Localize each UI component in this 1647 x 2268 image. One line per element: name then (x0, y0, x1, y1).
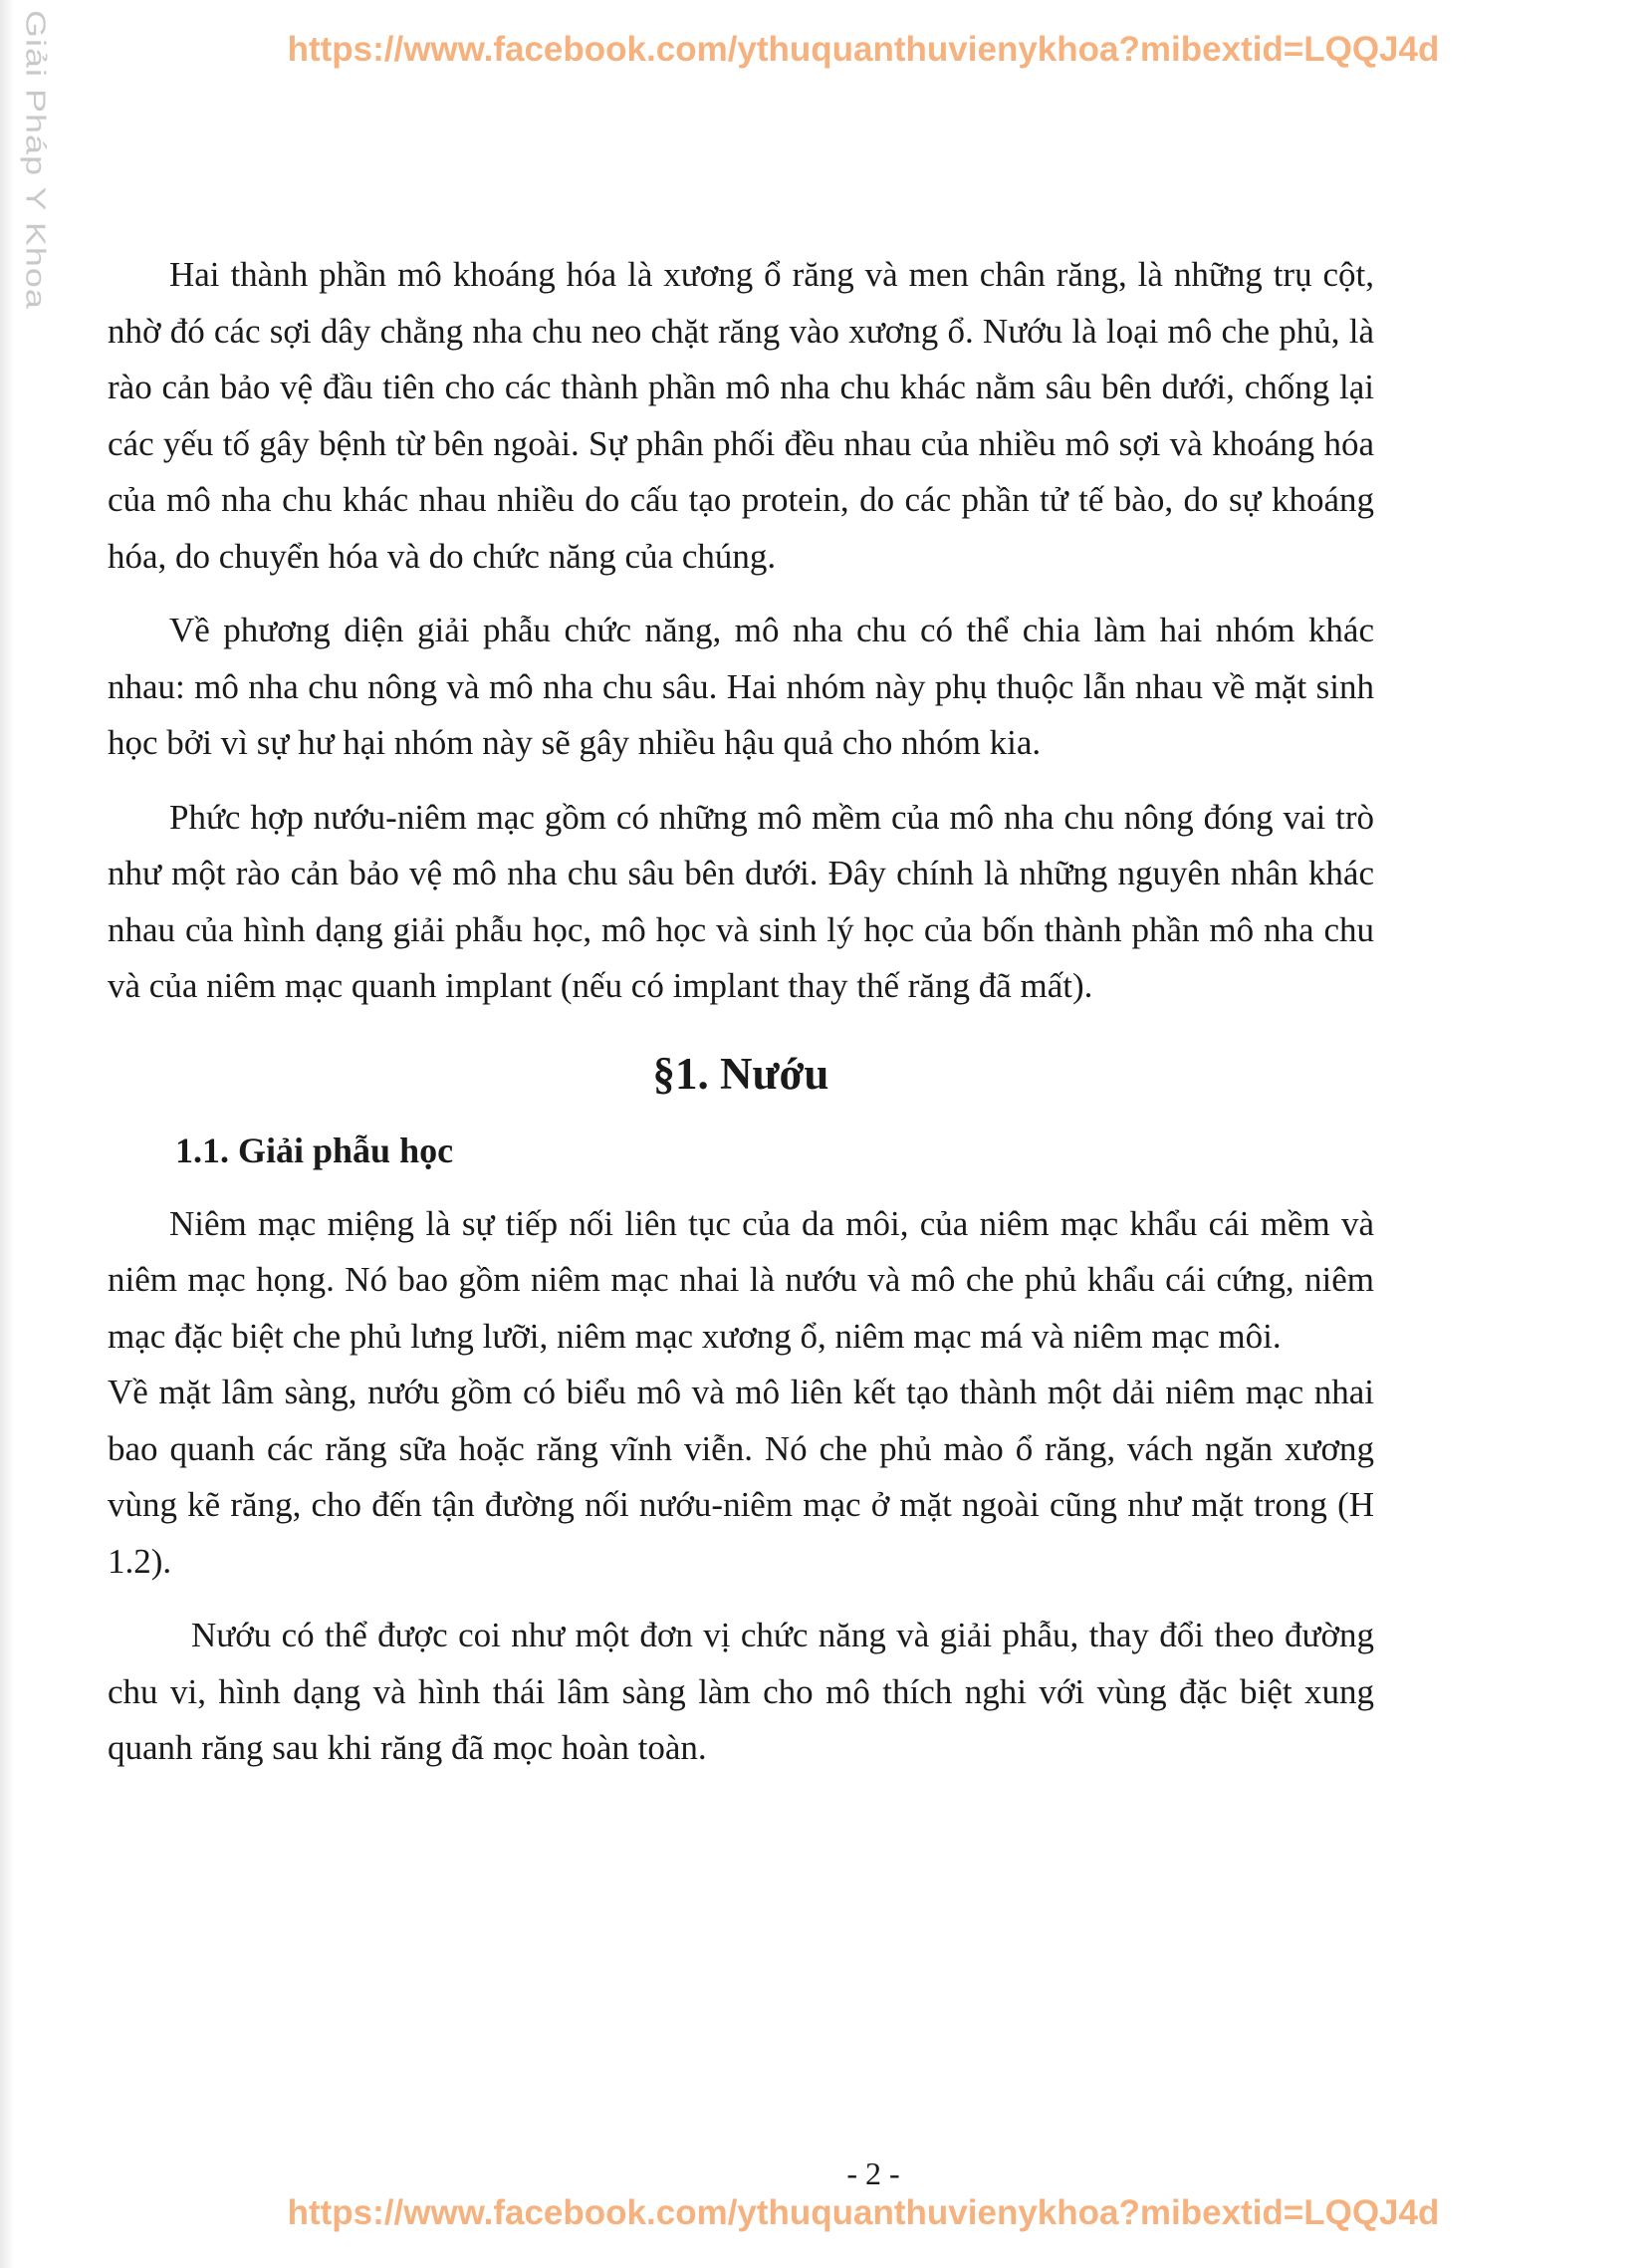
top-facebook-link[interactable]: https://www.facebook.com/ythuquanthuvienykhoa?mibextid=LQQJ4d (287, 30, 1440, 69)
paragraph-mineralized-tissue: Hai thành phần mô khoáng hóa là xương ổ răng và men chân răng, là những trụ cột, nhờ đó các sợi dây chằng nha chu neo chặt răng vào xương ổ. Nướu là loại mô che phủ, là rào cản bảo vệ đầu tiên cho các thành phần mô nha chu khác nằm sâu bên dưới, chống lại các yếu tố gây bệnh từ bên ngoài. Sự phân phối đều nhau của nhiều mô sợi và khoáng hóa của mô nha chu khác nhau nhiều do cấu tạo protein, do các phần tử tế bào, do sự khoáng hóa, do chuyển hóa và do chức năng của chúng. (108, 255, 1374, 576)
side-watermark: Giải Pháp Y Khoa (20, 10, 53, 310)
page-content (108, 247, 1374, 1777)
paragraph-functional-unit: Nướu có thể được coi như một đơn vị chức năng và giải phẫu, thay đổi theo đường chu vi, hình dạng và hình thái lâm sàng làm cho mô thích nghi với vùng đặc biệt xung quanh răng sau khi răng đã mọc hoàn toàn. (108, 1616, 1374, 1767)
paragraph-oral-mucosa: Niêm mạc miệng là sự tiếp nối liên tục của da môi, của niêm mạc khẩu cái mềm và niêm mạc họng. Nó bao gồm niêm mạc nhai là nướu và mô che phủ khẩu cái cứng, niêm mạc đặc biệt che phủ lưng lưỡi, niêm mạc xương ổ, niêm mạc má và niêm mạc môi. (108, 1203, 1374, 1356)
page-number: - 2 - (846, 2155, 900, 2191)
paragraph-gingival-mucosal-complex: Phức hợp nướu-niêm mạc gồm có những mô mềm của mô nha chu nông đóng vai trò như một rào cản bảo vệ mô nha chu sâu bên dưới. Đây chính là những nguyên nhân khác nhau của hình dạng giải phẫu học, mô học và sinh lý học của bốn thành phần mô nha chu và của niêm mạc quanh implant (nếu có implant thay thế răng đã mất). (108, 797, 1374, 1005)
bottom-facebook-link[interactable]: https://www.facebook.com/ythuquanthuvienykhoa?mibextid=LQQJ4d (287, 2193, 1440, 2232)
sub-heading: 1.1. Giải phẫu học (175, 1130, 454, 1170)
paragraph-clinical-gingiva: Về mặt lâm sàng, nướu gồm có biểu mô và mô liên kết tạo thành một dải niêm mạc nhai bao quanh các răng sữa hoặc răng vĩnh viễn. Nó che phủ mào ổ răng, vách ngăn xương vùng kẽ răng, cho đến tận đường nối nướu-niêm mạc ở mặt ngoài cũng như mặt trong (H 1.2). (108, 1373, 1374, 1581)
section-title: §1. Nướu (652, 1048, 829, 1099)
scan-edge-shadow (0, 0, 14, 2268)
paragraph-anatomy-function: Về phương diện giải phẫu chức năng, mô nha chu có thể chia làm hai nhóm khác nhau: mô nha chu nông và mô nha chu sâu. Hai nhóm này phụ thuộc lẫn nhau về mặt sinh học bởi vì sự hư hại nhóm này sẽ gây nhiều hậu quả cho nhóm kia. (108, 611, 1374, 762)
